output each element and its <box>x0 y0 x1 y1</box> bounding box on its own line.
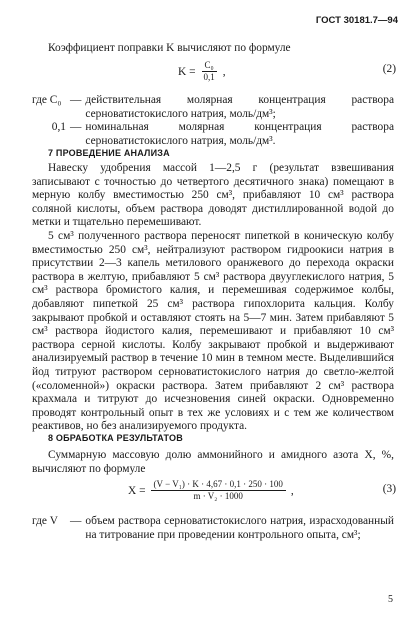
paragraph-2: 5 см³ полученного раствора переносят пипеткой в коническую колбу вместимостью 250 см³, нейтрализуют раствором гидроокиси натрия в присутствии 2—3 капель метилового оранжевого до перехода окраски раствора в желтую, прибавляют 5 см³ раствора двууглекислого натрия, 5 см³ раствора бромистого калия, и перемешивая содержимое колбы, добавляют пипеткой 25 см³ раствора гипохлорита кальция. Колбу закрывают пробкой и оставляют стоять на 5—7 мин. Затем прибавляют 5 см³ раствора йодистого калия, перемешивают и прибавляют 10 см³ раствора серной кислоты. Колбу закрывают пробкой и выдерживают анализируемый раствор в течение 10 мин в темном месте. Выделившийся йод титруют раствором серноватистокислого натрия до светло-желтой («соломенной») окраски раствора. Затем прибавляют 2 см³ раствора крахмала и титруют до исчезновения синей окраски. Одновременно проводят контрольный опыт в тех же условиях и с тем же количеством реактивов, но без анализируемого продукта. <box>32 230 394 433</box>
formula-3-numerator: (V − V₁) · K · 4,67 · 0,1 · 250 · 100 <box>151 479 286 491</box>
definition-text: номинальная молярная концентрация раствора серноватистокислого натрия, моль/дм³. <box>85 121 394 147</box>
formula-2-tail: , <box>222 65 226 78</box>
section-7-heading: 7 ПРОВЕДЕНИЕ АНАЛИЗА <box>48 148 170 158</box>
definition-row: где V — объем раствора серноватистокислого натрия, израсходованный на титрование при проведении контрольного опыта, см³; <box>32 515 394 541</box>
definition-row: 0,1 — номинальная молярная концентрация раствора серноватистокислого натрия, моль/дм³. <box>32 121 394 148</box>
intro-text: Коэффициент поправки K вычисляют по формуле <box>48 42 291 54</box>
formula-2-lhs: K = <box>178 65 196 78</box>
definitions-2 <box>32 515 394 542</box>
formula-3-fraction <box>151 479 286 502</box>
formula-2-number: (2) <box>382 63 396 75</box>
definition-term: 0,1 <box>51 121 66 134</box>
formula-2-denominator: 0,1 <box>203 72 215 82</box>
formula-3-tail: , <box>290 484 294 497</box>
formula-3-lhs: X = <box>128 484 146 497</box>
definitions-1 <box>32 94 394 148</box>
page-header: ГОСТ 30181.7—94 <box>315 15 398 26</box>
definition-text: действительная молярная концентрация раствора серноватистокислого натрия, моль/дм³; <box>85 94 394 120</box>
page-number: 5 <box>388 594 393 605</box>
paragraph-3: Суммарную массовую долю аммонийного и амидного азота X, %, вычисляют по формуле <box>32 449 394 475</box>
definition-term: где V <box>32 515 59 527</box>
paragraph-1: Навеску удобрения массой 1—2,5 г (результат взвешивания записывают с точностью до четвертого десятичного знака) помещают в мерную колбу вместимостью 250 см³, прибавляют 10 см³ раствора соляной кислоты, объем раствора доводят дистиллированной водой до метки и тщательно перемешивают. <box>32 162 394 229</box>
formula-3 <box>128 479 294 502</box>
formula-2 <box>178 60 226 83</box>
formula-2-numerator: C₀ <box>202 60 217 72</box>
section-8-heading: 8 ОБРАБОТКА РЕЗУЛЬТАТОВ <box>48 433 183 443</box>
definition-row: где C₀ — действительная молярная концентрация раствора серноватистокислого натрия, моль/дм³; <box>32 94 394 120</box>
formula-3-denominator: m · V₂ · 1000 <box>193 491 243 501</box>
formula-3-number: (3) <box>382 483 396 495</box>
definition-term: где C₀ <box>32 94 62 106</box>
formula-2-fraction <box>201 60 218 83</box>
definition-text: объем раствора серноватистокислого натрия, израсходованный на титрование при проведении контрольного опыта, см³; <box>85 515 394 541</box>
